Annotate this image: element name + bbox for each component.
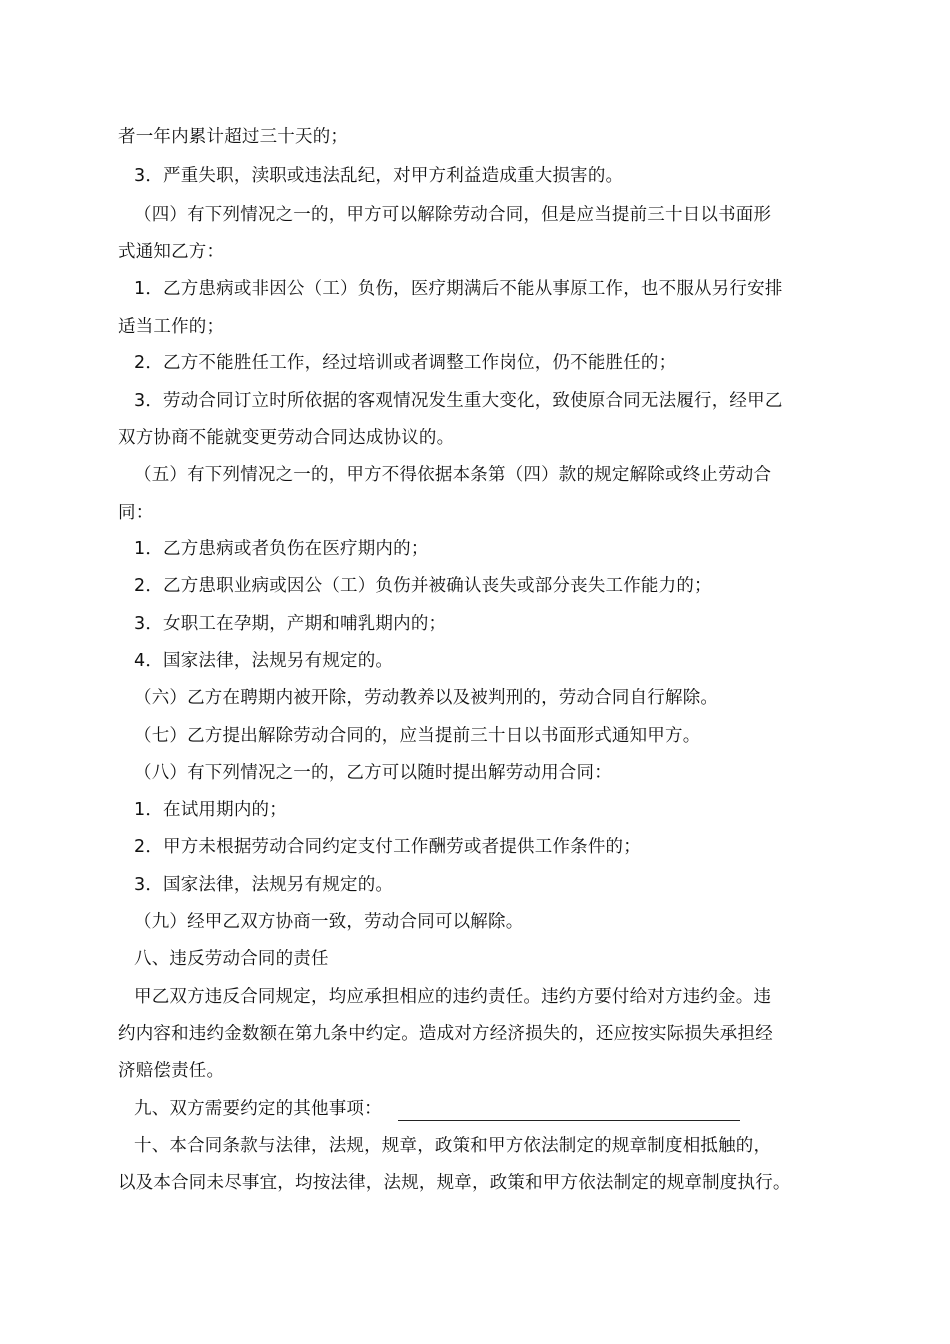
text-line: 同： [118, 503, 154, 523]
text-line: 3．女职工在孕期，产期和哺乳期内的； [134, 614, 447, 634]
text-line: （五）有下列情况之一的，甲方不得依据本条第（四）款的规定解除或终止劳动合 [134, 465, 772, 485]
section-heading: 九、双方需要约定的其他事项： [134, 1099, 382, 1119]
fill-in-blank [398, 1102, 740, 1121]
text-line: 1．乙方患病或非因公（工）负伤，医疗期满后不能从事原工作，也不服从另行安排 [134, 279, 783, 299]
text-line: 1．乙方患病或者负伤在医疗期内的； [134, 539, 429, 559]
section-heading-with-blank [134, 1097, 740, 1121]
section-heading: 八、违反劳动合同的责任 [134, 949, 329, 969]
text-line: （七）乙方提出解除劳动合同的，应当提前三十日以书面形式通知甲方。 [134, 726, 701, 746]
text-line: 3．国家法律，法规另有规定的。 [134, 875, 394, 895]
text-line: 者一年内累计超过三十天的； [118, 127, 349, 147]
text-line: 式通知乙方： [118, 242, 225, 262]
text-line: 约内容和违约金数额在第九条中约定。造成对方经济损失的，还应按实际损失承担经 [118, 1024, 773, 1044]
text-line: （九）经甲乙双方协商一致，劳动合同可以解除。 [134, 912, 524, 932]
text-line: 1．在试用期内的； [134, 800, 287, 820]
text-line: 济赔偿责任。 [118, 1061, 225, 1081]
section-heading: 十、本合同条款与法律，法规，规章，政策和甲方依法制定的规章制度相抵触的， [134, 1136, 772, 1156]
text-line: 甲乙双方违反合同规定，均应承担相应的违约责任。违约方要付给对方违约金。违 [134, 987, 772, 1007]
text-line: 以及本合同未尽事宜，均按法律，法规，规章，政策和甲方依法制定的规章制度执行。 [118, 1173, 791, 1193]
text-line: （四）有下列情况之一的，甲方可以解除劳动合同，但是应当提前三十日以书面形 [134, 205, 772, 225]
text-line: （六）乙方在聘期内被开除，劳动教养以及被判刑的，劳动合同自行解除。 [134, 688, 719, 708]
text-line: 2．乙方患职业病或因公（工）负伤并被确认丧失或部分丧失工作能力的； [134, 576, 712, 596]
text-line: 2．乙方不能胜任工作，经过培训或者调整工作岗位，仍不能胜任的； [134, 353, 677, 373]
text-line: 4．国家法律，法规另有规定的。 [134, 651, 394, 671]
text-line: 双方协商不能就变更劳动合同达成协议的。 [118, 428, 455, 448]
text-line: 适当工作的； [118, 317, 225, 337]
text-line: 2．甲方未根据劳动合同约定支付工作酬劳或者提供工作条件的； [134, 837, 641, 857]
text-line: 3．劳动合同订立时所依据的客观情况发生重大变化，致使原合同无法履行，经甲乙 [134, 391, 783, 411]
text-line: 3．严重失职，渎职或违法乱纪，对甲方利益造成重大损害的。 [134, 166, 624, 186]
text-line: （八）有下列情况之一的，乙方可以随时提出解劳动用合同： [134, 763, 612, 783]
